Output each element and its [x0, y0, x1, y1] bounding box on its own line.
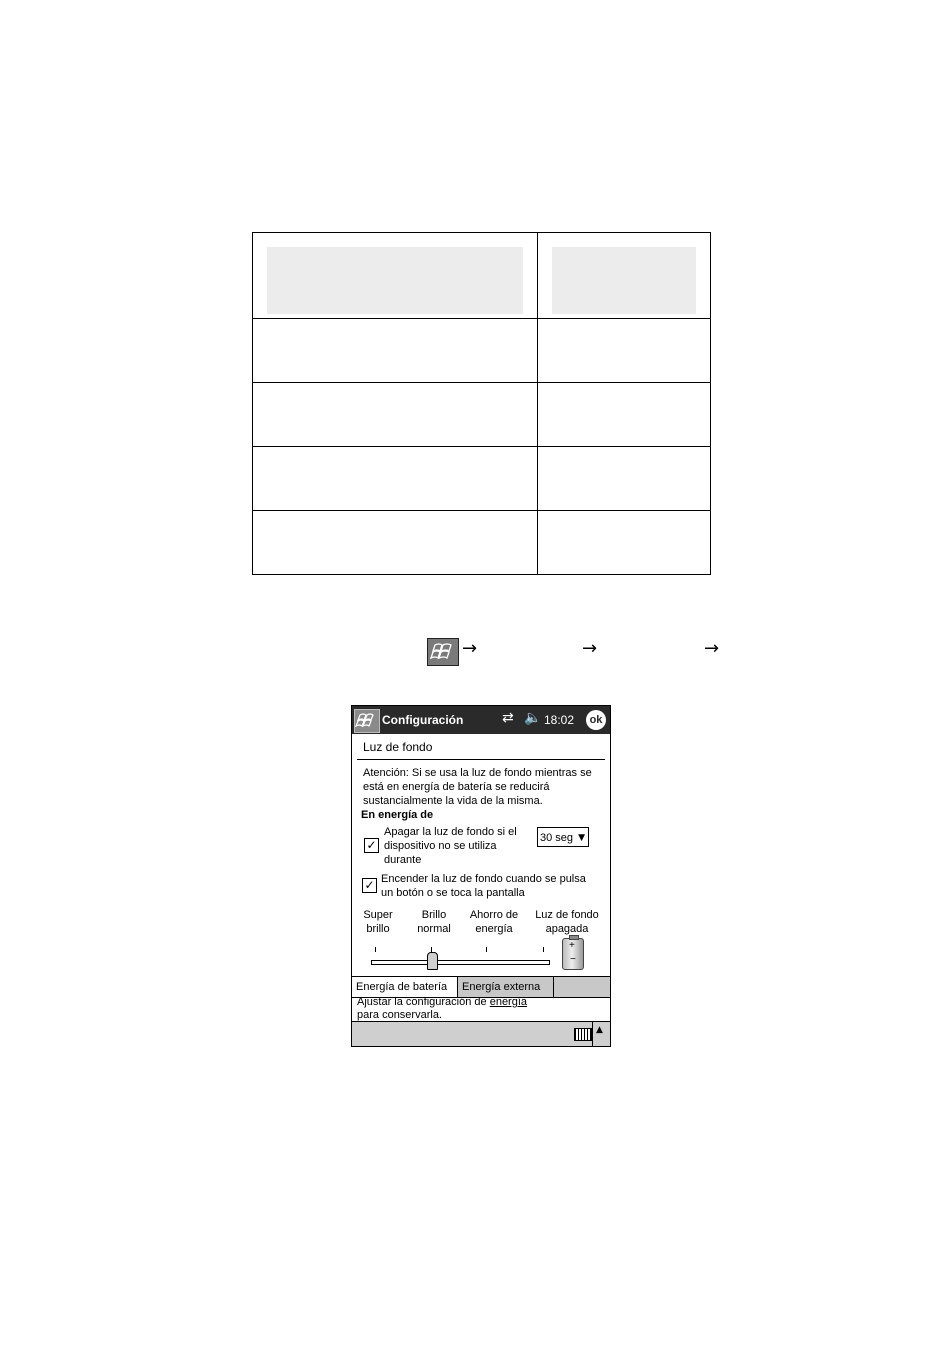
connectivity-icon[interactable]: ⇄ — [502, 710, 514, 726]
table-cell — [253, 447, 538, 511]
arrow-right-icon: → — [582, 638, 598, 659]
warning-text: Atención: Si se usa la luz de fondo mientras se está en energía de batería se reducirá sustancialmente la vida de la misma. — [363, 767, 592, 807]
table-cell — [253, 511, 538, 575]
brightness-slider[interactable] — [371, 960, 550, 965]
footer-text-end: para conservarla. — [357, 1009, 442, 1021]
tab-battery-power[interactable]: Energía de batería — [352, 977, 458, 997]
slider-tick — [375, 947, 376, 952]
table-cell — [538, 511, 711, 575]
subsection-title: En energía de — [361, 809, 434, 821]
title-bar — [352, 706, 610, 734]
footer-text — [357, 996, 597, 1022]
brightness-slider-thumb[interactable] — [427, 952, 438, 970]
pda-screenshot — [351, 705, 611, 1047]
arrow-right-icon: → — [462, 638, 478, 659]
divider — [592, 1022, 593, 1047]
table-cell — [538, 319, 711, 383]
table-row — [253, 511, 711, 575]
bottom-bar — [352, 1021, 610, 1047]
tab-external-power[interactable]: Energía externa — [458, 977, 554, 997]
tab-bar — [352, 976, 610, 998]
table-header-cell — [538, 233, 711, 319]
ok-button[interactable]: ok — [586, 710, 606, 730]
table-header-cell — [253, 233, 538, 319]
clock[interactable]: 18:02 — [544, 713, 575, 727]
checkbox-backlight-on-label: Encender la luz de fondo cuando se pulsa un botón o se toca la pantalla — [381, 873, 586, 899]
battery-icon: + − — [562, 938, 584, 970]
arrow-right-icon: → — [704, 638, 720, 659]
chevron-down-icon: ▼ — [578, 833, 585, 843]
section-title: Luz de fondo — [363, 740, 433, 754]
checkbox-backlight-off-label: Apagar la luz de fondo si el dispositivo no se utiliza durante — [384, 826, 517, 866]
table-row — [253, 447, 711, 511]
table-cell — [253, 383, 538, 447]
table-cell — [253, 319, 538, 383]
timeout-select[interactable] — [537, 827, 589, 847]
table-cell — [538, 447, 711, 511]
speaker-icon[interactable]: 🔈 — [524, 710, 542, 726]
table-header-row — [253, 233, 711, 319]
app-title: Configuración — [382, 713, 464, 727]
chevron-up-icon[interactable]: ▲ — [596, 1025, 603, 1035]
energy-link[interactable]: energía — [489, 996, 528, 1008]
table-row — [253, 319, 711, 383]
table-row — [253, 383, 711, 447]
slider-tick — [486, 947, 487, 952]
slider-tick — [543, 947, 544, 952]
keyboard-icon[interactable] — [574, 1028, 592, 1041]
level-label: Ahorro de energía — [469, 909, 519, 935]
level-label: Brillo normal — [417, 909, 451, 935]
level-label: Luz de fondo apagada — [535, 909, 599, 935]
checkbox-backlight-off[interactable]: ✓ — [364, 838, 379, 853]
timeout-value: 30 seg — [540, 832, 574, 844]
checkbox-backlight-on[interactable]: ✓ — [362, 878, 377, 893]
windows-flag-icon[interactable] — [354, 709, 380, 733]
empty-table — [252, 232, 711, 575]
windows-flag-icon — [427, 638, 459, 666]
divider — [357, 759, 605, 760]
footer-text-start: Ajustar la configuración de — [357, 996, 487, 1008]
level-label: Super brillo — [363, 909, 393, 935]
table-cell — [538, 383, 711, 447]
